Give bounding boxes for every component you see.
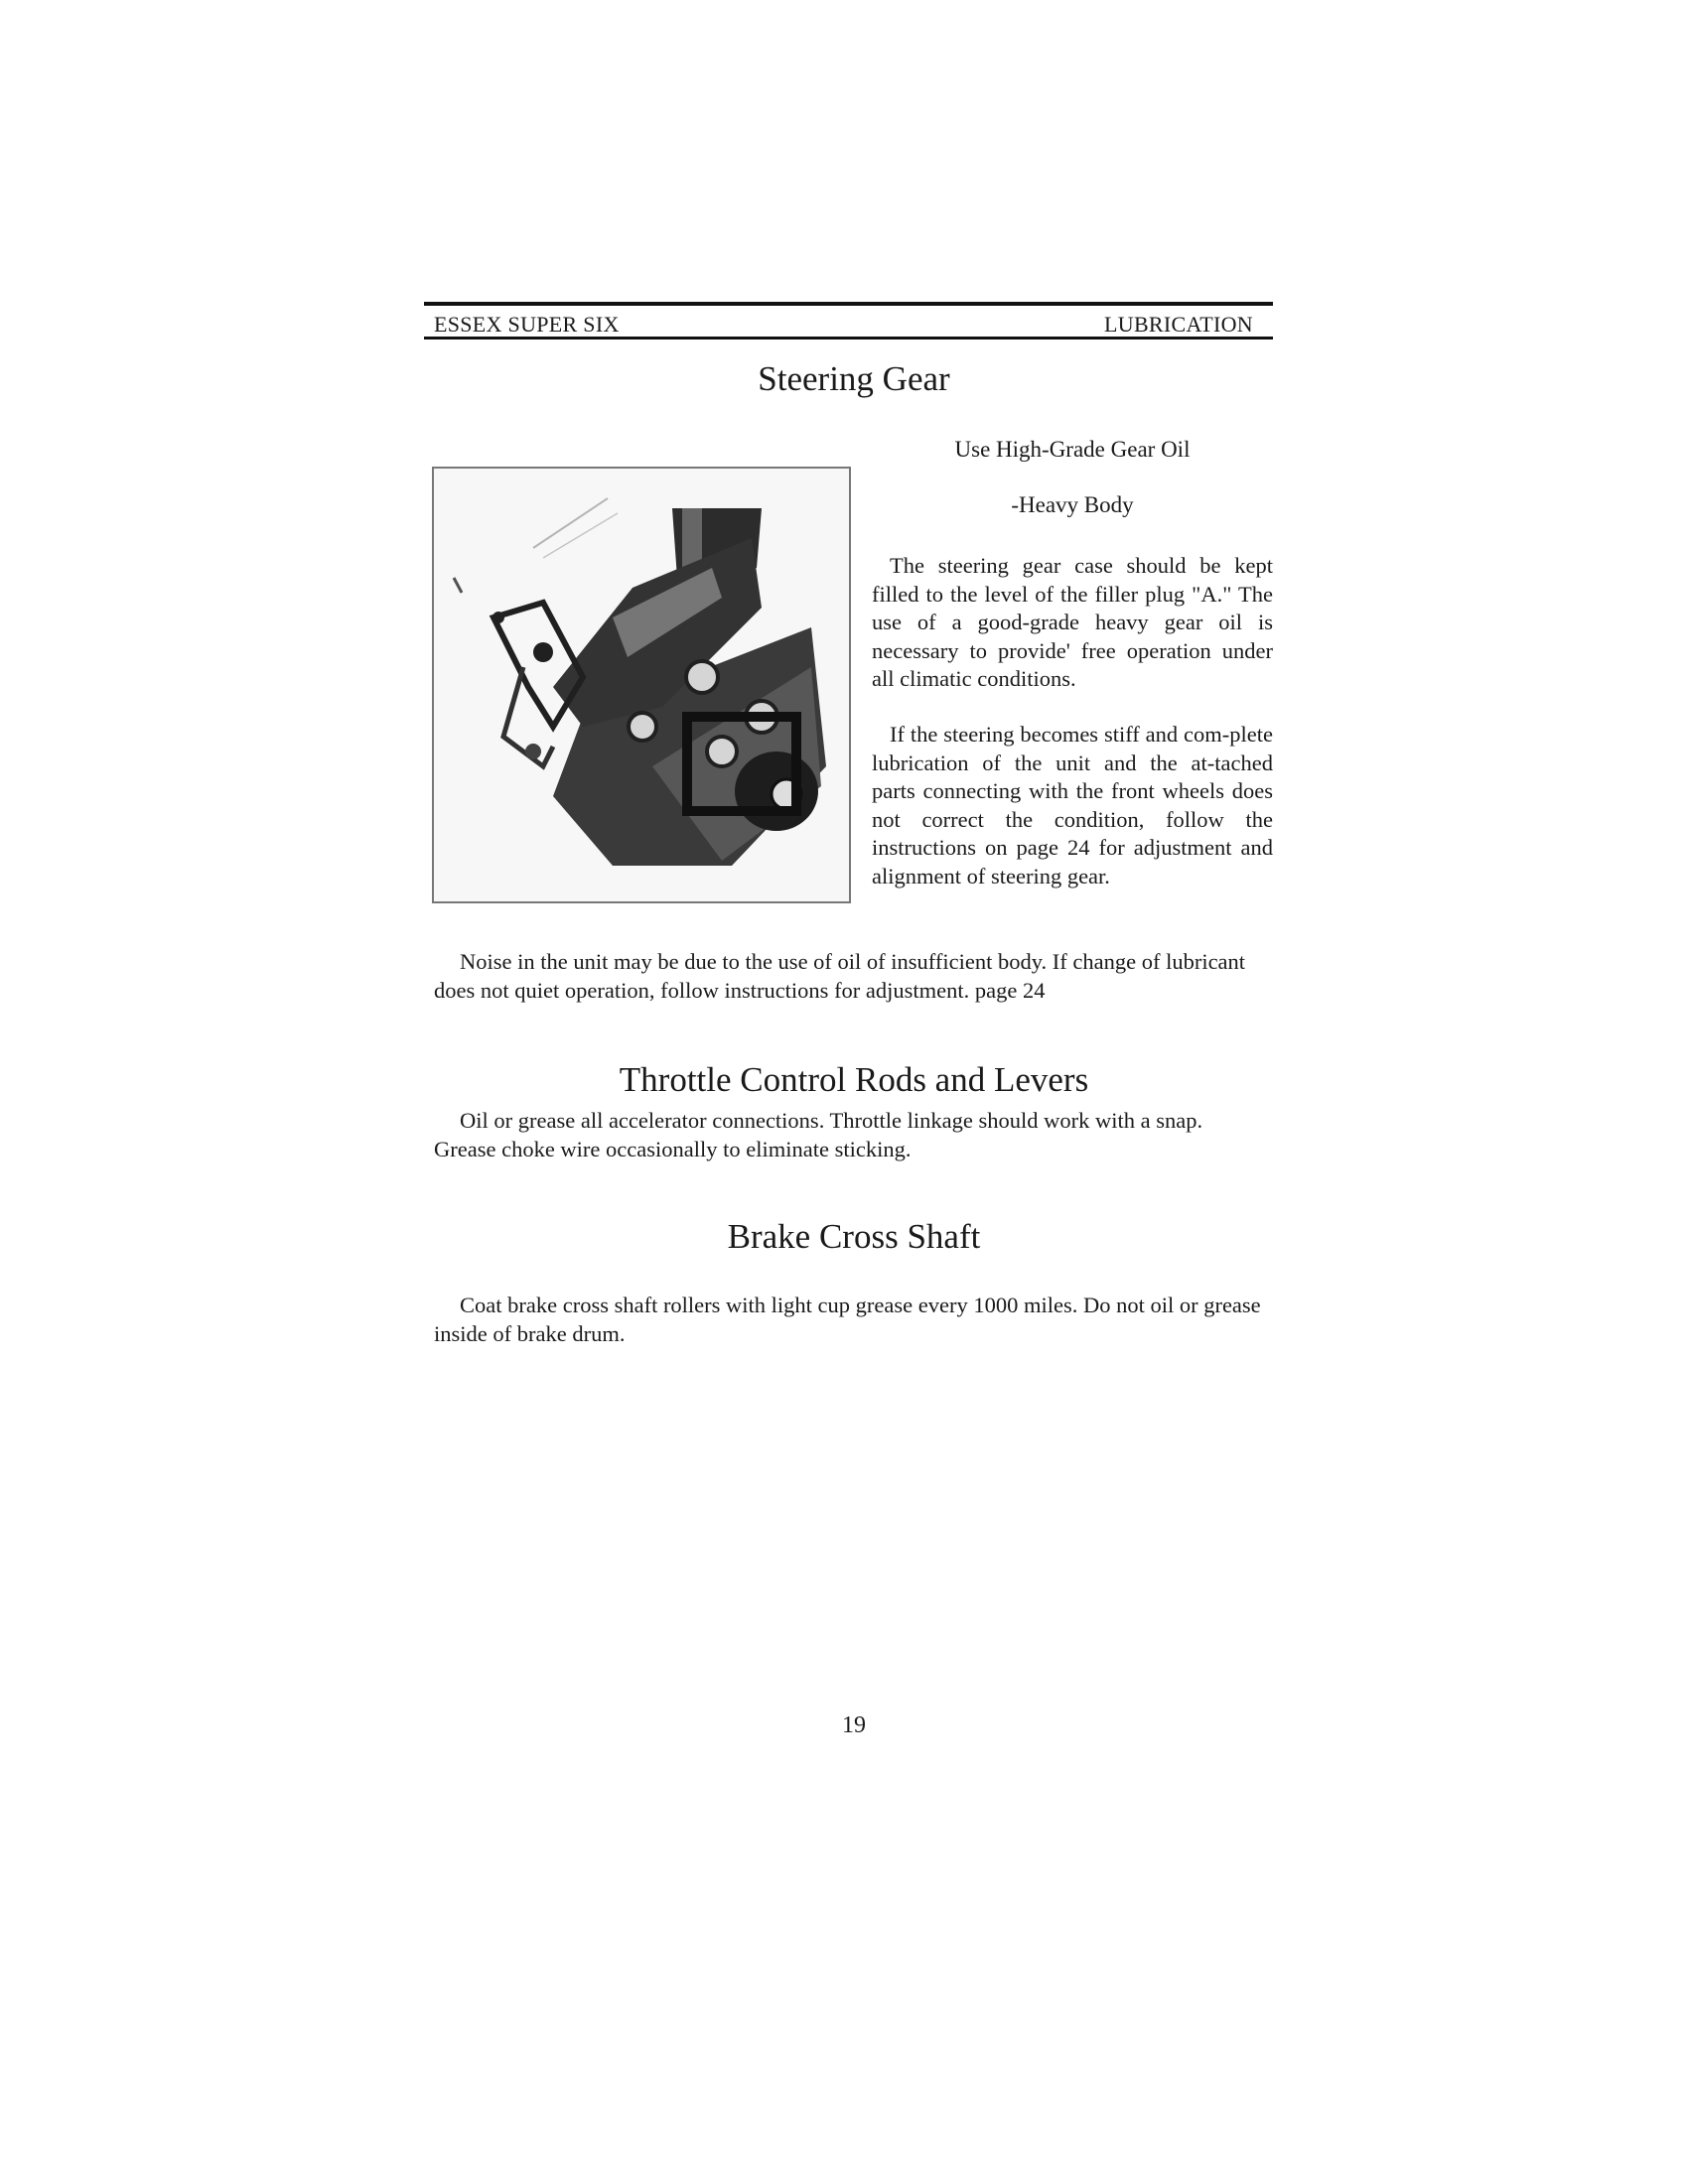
brake-heading: Brake Cross Shaft [727, 1217, 981, 1256]
noise-paragraph: Noise in the unit may be due to the use of oil of insufficient body. If change of lubricant does not quiet operation, follow instructions for adjustment. page 24 [434, 949, 1246, 1003]
brake-paragraph: Coat brake cross shaft rollers with light cup grease every 1000 miles. Do not oil or grease inside of brake drum. [434, 1293, 1261, 1346]
steering-gear-heading: Steering Gear [758, 359, 950, 398]
oil-type-line: Use High-Grade Gear Oil [954, 437, 1191, 462]
steering-gear-photo [432, 467, 851, 903]
throttle-heading: Throttle Control Rods and Levers [619, 1060, 1089, 1099]
header-book-title: ESSEX SUPER SIX [434, 312, 620, 337]
page-number: 19 [842, 1712, 866, 1738]
steering-paragraph-2 [872, 721, 1273, 891]
running-header [424, 302, 1273, 340]
steering-gear-illustration [434, 469, 849, 901]
header-section-title: LUBRICATION [1104, 312, 1253, 337]
throttle-paragraph: Oil or grease all accelerator connections. Throttle linkage should work with a snap. Grease choke wire occasionally to eliminate sticking. [434, 1108, 1203, 1161]
steering-paragraph-2-text: If the steering becomes stiff and com-plete lubrication of the unit and the at-tached parts connecting with the front wheels does not correct the condition, follow the instructions on page 24 for adjustment and alignment of steering gear. [872, 722, 1273, 888]
steering-paragraph-1-text: The steering gear case should be kept filled to the level of the filler plug "A." The use of a good-grade heavy gear oil is necessary to provide' free operation under all climatic conditions. [872, 553, 1273, 692]
oil-body-line: -Heavy Body [1011, 492, 1134, 517]
steering-paragraph-1 [872, 552, 1273, 694]
